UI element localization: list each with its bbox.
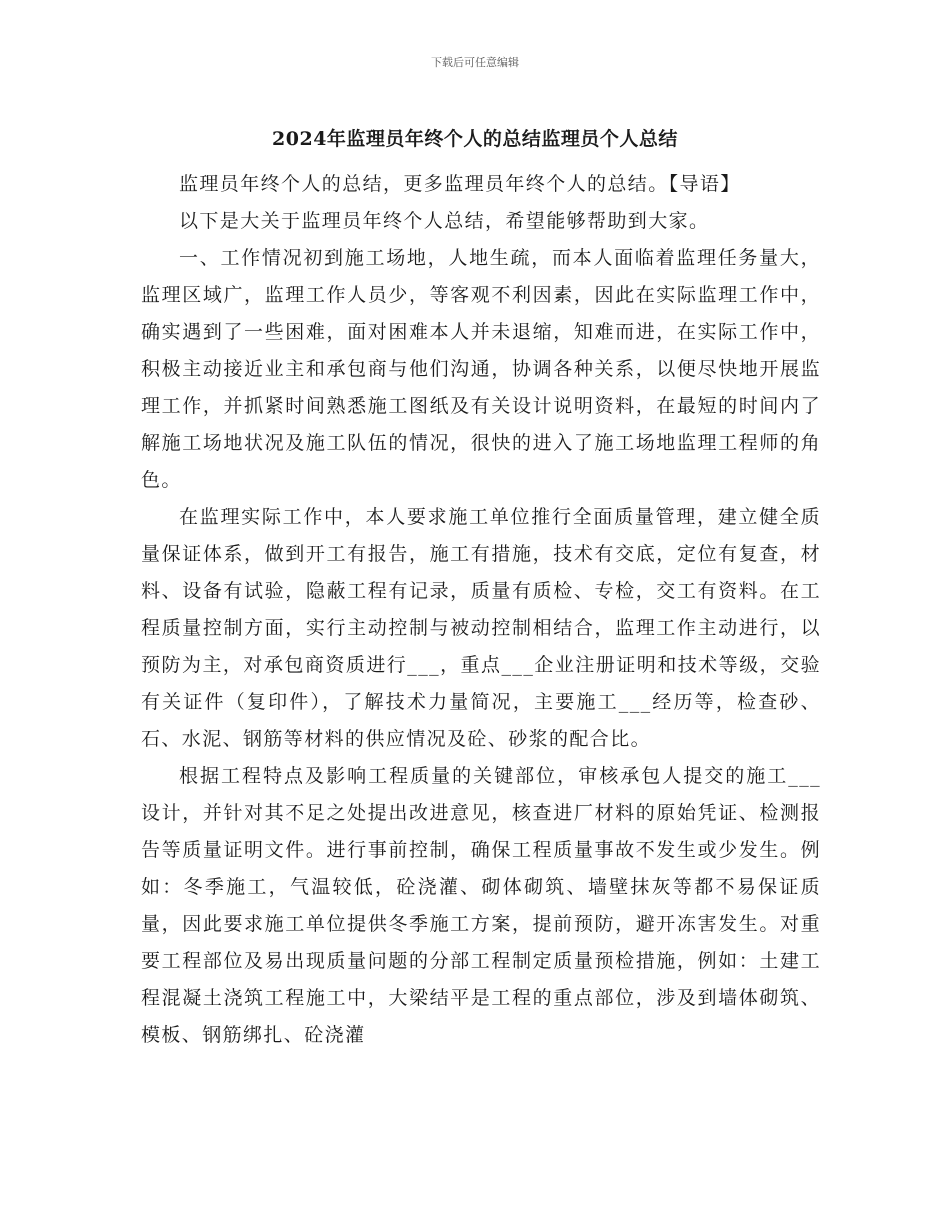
document-body xyxy=(141,166,821,1054)
paragraph: 根据工程特点及影响工程质量的关键部位，审核承包人提交的施工___设计，并针对其不足之处提出改进意见，核查进厂材料的原始凭证、检测报告等质量证明文件。进行事前控制，确保工程质量事故不发生或少发生。例如：冬季施工，气温较低，砼浇灌、砌体砌筑、墙壁抹灰等都不易保证质量，因此要求施工单位提供冬季施工方案，提前预防，避开冻害发生。对重要工程部位及易出现质量问题的分部工程制定质量预检措施，例如：土建工程混凝土浇筑工程施工中，大梁结平是工程的重点部位，涉及到墙体砌筑、模板、钢筋绑扎、砼浇灌 xyxy=(141,765,821,1046)
header-note: 下载后可任意编辑 xyxy=(431,56,519,69)
paragraph: 监理员年终个人的总结，更多监理员年终个人的总结。【导语】 xyxy=(179,173,741,195)
paragraph: 以下是大关于监理员年终个人总结，希望能够帮助到大家。 xyxy=(179,210,710,232)
document-title: 2024年监理员年终个人的总结监理员个人总结 xyxy=(272,128,678,150)
paragraph: 一、工作情况初到施工场地，人地生疏，而本人面临着监理任务量大，监理区域广，监理工作人员少，等客观不利因素，因此在实际监理工作中，确实遇到了一些困难，面对困难本人并未退缩，知难而进，在实际工作中，积极主动接近业主和承包商与他们沟通，协调各种关系，以便尽快地开展监理工作，并抓紧时间熟悉施工图纸及有关设计说明资料，在最短的时间内了解施工场地状况及施工队伍的情况，很快的进入了施工场地监理工程师的角色。 xyxy=(141,247,821,491)
paragraph: 在监理实际工作中，本人要求施工单位推行全面质量管理，建立健全质量保证体系，做到开工有报告，施工有措施，技术有交底，定位有复查，材料、设备有试验，隐蔽工程有记录，质量有质检、专检，交工有资料。在工程质量控制方面，实行主动控制与被动控制相结合，监理工作主动进行，以预防为主，对承包商资质进行___，重点___企业注册证明和技术等级，交验有关证件（复印件），了解技术力量简况，主要施工___经历等，检查砂、石、水泥、钢筋等材料的供应情况及砼、砂浆的配合比。 xyxy=(141,506,821,750)
